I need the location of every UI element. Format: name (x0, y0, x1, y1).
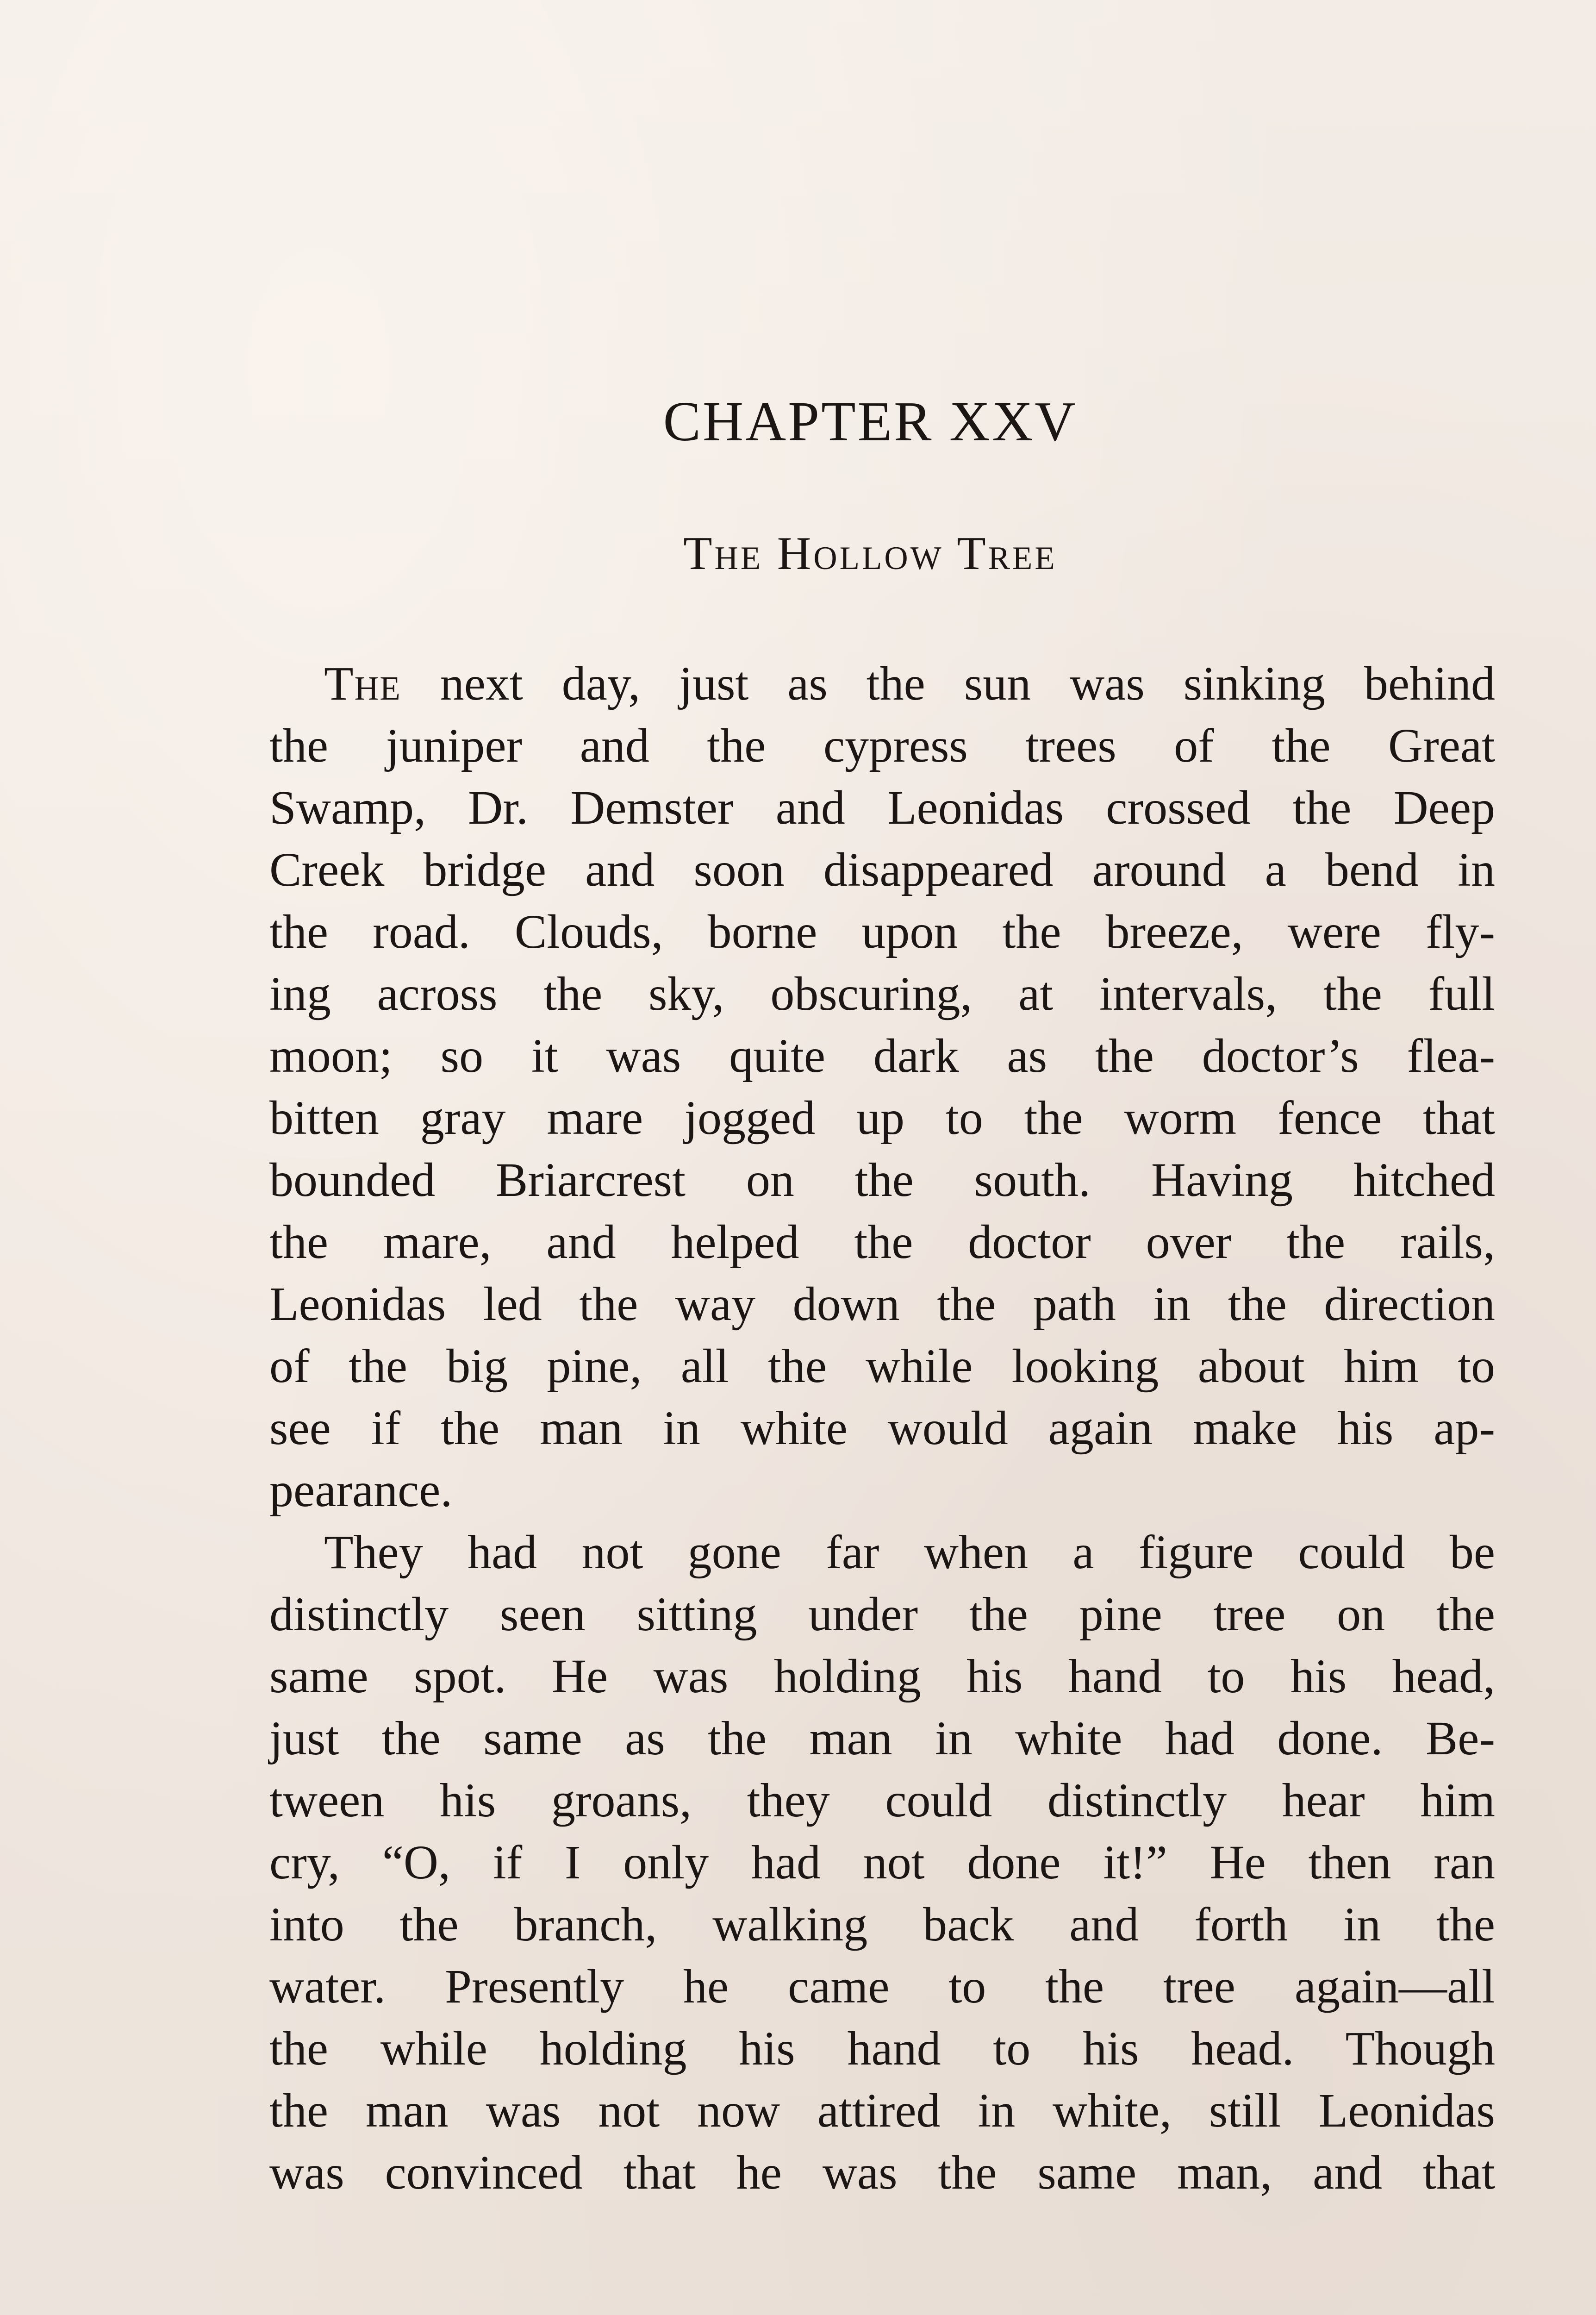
text-line: moon; so it was quite dark as the doctor’s flea- (269, 1029, 1495, 1082)
chapter-number: CHAPTER XXV (663, 390, 1078, 453)
text-line: into the branch, walking back and forth in the (269, 1898, 1495, 1951)
text-line: Swamp, Dr. Demster and Leonidas crossed the Deep (269, 781, 1495, 834)
text-line: water. Presently he came to the tree again—all (269, 1960, 1495, 2013)
text-line: same spot. He was holding his hand to his head, (269, 1650, 1495, 1703)
drop-word: The (324, 657, 401, 710)
chapter-title: The Hollow Tree (683, 527, 1057, 580)
text-line: distinctly seen sitting under the pine tree on the (269, 1588, 1495, 1641)
text-line: the road. Clouds, borne upon the breeze, were fly- (269, 905, 1495, 958)
text-line: Leonidas led the way down the path in the direction (269, 1277, 1495, 1331)
text-line: cry, “O, if I only had not done it!” He then ran (269, 1836, 1495, 1889)
text-line: ing across the sky, obscuring, at intervals, the full (269, 967, 1495, 1020)
text-line: the juniper and the cypress trees of the Great (269, 719, 1495, 772)
text-line: just the same as the man in white had done. Be- (269, 1712, 1495, 1765)
text-line: Creek bridge and soon disappeared around a bend in (269, 843, 1495, 896)
text-line: bounded Briarcrest on the south. Having hitched (269, 1153, 1495, 1207)
text-line: of the big pine, all the while looking about him to (269, 1339, 1495, 1393)
text-line: see if the man in white would again make his ap- (269, 1402, 1495, 1455)
text-line: was convinced that he was the same man, and that (269, 2146, 1495, 2199)
text-line: The next day, just as the sun was sinking behind (324, 657, 1495, 710)
body-text (269, 653, 1495, 2204)
text-line: tween his groans, they could distinctly hear him (269, 1774, 1495, 1827)
text-line: the man was not now attired in white, still Leonidas (269, 2084, 1495, 2137)
text-line: the mare, and helped the doctor over the rails, (269, 1215, 1495, 1269)
text-line: They had not gone far when a figure could be (324, 1526, 1495, 1579)
text-line: pearance. (269, 1464, 453, 1517)
text-line: bitten gray mare jogged up to the worm fence that (269, 1091, 1495, 1145)
text-line: the while holding his hand to his head. Though (269, 2022, 1495, 2075)
